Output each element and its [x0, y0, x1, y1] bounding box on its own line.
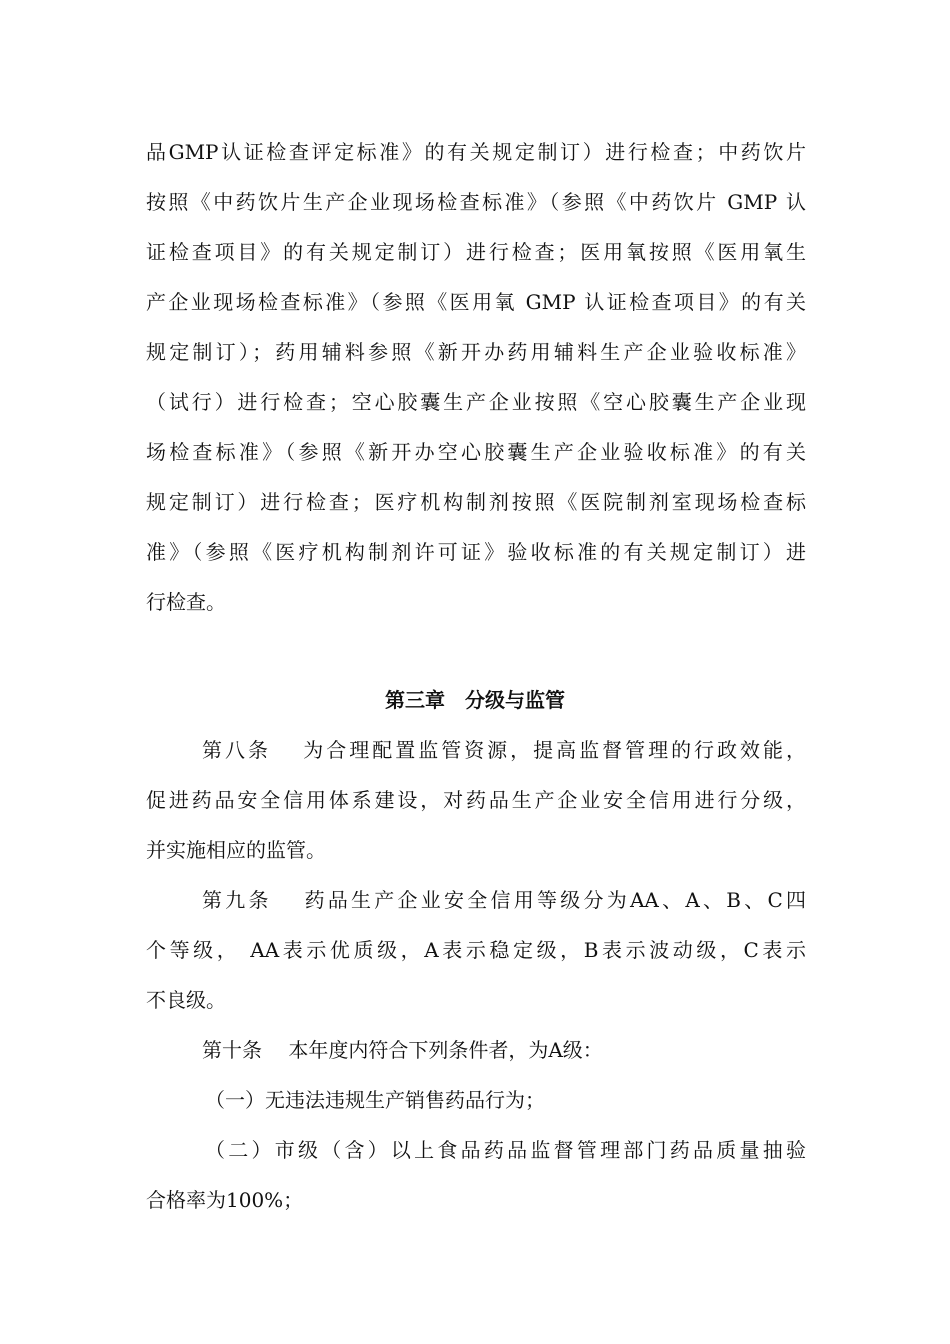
paragraph-line: （试行）进行检查；空心胶囊生产企业按照《空心胶囊生产企业现: [146, 390, 806, 414]
paragraph-line: 按照《中药饮片生产企业现场检查标准》（参照《中药饮片 GMP 认: [146, 190, 806, 214]
list-item: （二）市级（含）以上食品药品监督管理部门药品质量抽验: [205, 1138, 806, 1162]
paragraph-line: 行检查。: [146, 590, 226, 614]
paragraph-line: 品GMP认证检查评定标准》的有关规定制订）进行检查；中药饮片: [146, 140, 806, 164]
article-10-line: 第十条 本年度内符合下列条件者，为A级：: [202, 1038, 603, 1062]
article-8-line: 第八条 为合理配置监管资源，提高监督管理的行政效能，: [202, 738, 806, 762]
paragraph-line: 准》（参照《医疗机构制剂许可证》验收标准的有关规定制订）进: [146, 540, 806, 564]
article-8-line: 并实施相应的监管。: [146, 838, 326, 862]
paragraph-line: 规定制订）进行检查；医疗机构制剂按照《医院制剂室现场检查标: [146, 490, 806, 514]
paragraph-line: 场检查标准》（参照《新开办空心胶囊生产企业验收标准》的有关: [146, 440, 806, 464]
article-9-line: 不良级。: [146, 988, 226, 1012]
list-item: （一）无违法违规生产销售药品行为；: [205, 1088, 545, 1112]
list-item-continuation: 合格率为100%；: [146, 1188, 304, 1212]
article-9-line: 个等级， AA表示优质级，A表示稳定级，B表示波动级，C表示: [146, 938, 806, 962]
article-8-line: 促进药品安全信用体系建设，对药品生产企业安全信用进行分级，: [146, 788, 806, 812]
article-9-line: 第九条 药品生产企业安全信用等级分为AA、A、B、C四: [202, 888, 806, 912]
paragraph-line: 证检查项目》的有关规定制订）进行检查；医用氧按照《医用氧生: [146, 240, 806, 264]
chapter-title: 第三章 分级与监管: [385, 688, 565, 712]
paragraph-line: 规定制订）；药用辅料参照《新开办药用辅料生产企业验收标准》: [146, 340, 806, 364]
paragraph-line: 产企业现场检查标准》（参照《医用氧 GMP 认证检查项目》的有关: [146, 290, 806, 314]
